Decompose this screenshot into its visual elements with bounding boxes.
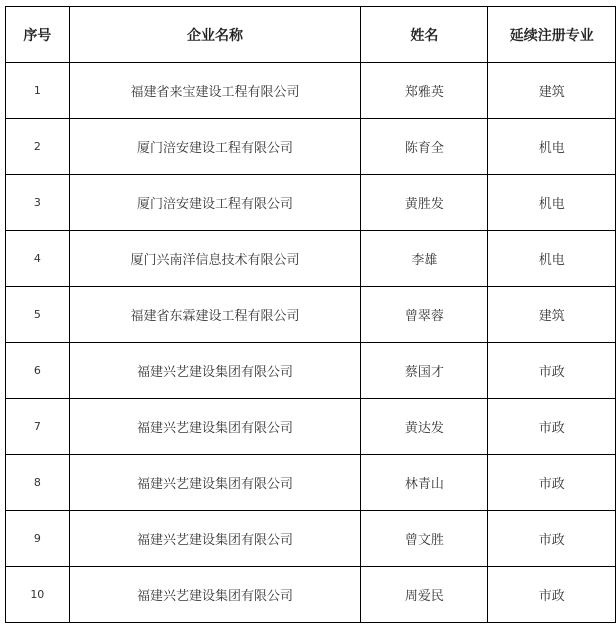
row-no: 8 [6, 455, 70, 511]
row-name: 曾文胜 [361, 511, 488, 567]
row-specialty: 机电 [488, 175, 616, 231]
row-no: 3 [6, 175, 70, 231]
row-company: 厦门兴南洋信息技术有限公司 [69, 231, 361, 287]
row-name: 黄胜发 [361, 175, 488, 231]
row-specialty: 建筑 [488, 63, 616, 119]
row-no: 9 [6, 511, 70, 567]
row-no: 6 [6, 343, 70, 399]
row-no: 10 [6, 567, 70, 623]
header-specialty: 延续注册专业 [488, 7, 616, 63]
row-specialty: 市政 [488, 511, 616, 567]
row-name: 林青山 [361, 455, 488, 511]
table-row [6, 567, 616, 623]
row-name: 黄达发 [361, 399, 488, 455]
row-no: 5 [6, 287, 70, 343]
table-row [6, 63, 616, 119]
row-name: 曾翠蓉 [361, 287, 488, 343]
table-row [6, 119, 616, 175]
row-specialty: 市政 [488, 455, 616, 511]
row-company: 福建省东霖建设工程有限公司 [69, 287, 361, 343]
table-row [6, 231, 616, 287]
row-name: 周爱民 [361, 567, 488, 623]
row-specialty: 建筑 [488, 287, 616, 343]
header-name: 姓名 [361, 7, 488, 63]
row-company: 福建兴艺建设集团有限公司 [69, 343, 361, 399]
row-specialty: 市政 [488, 399, 616, 455]
header-row [6, 7, 616, 63]
row-name: 陈育全 [361, 119, 488, 175]
row-no: 7 [6, 399, 70, 455]
header-no: 序号 [6, 7, 70, 63]
registration-table [5, 6, 616, 623]
row-company: 厦门涪安建设工程有限公司 [69, 175, 361, 231]
row-no: 1 [6, 63, 70, 119]
table-row [6, 175, 616, 231]
row-specialty: 机电 [488, 231, 616, 287]
row-company: 福建兴艺建设集团有限公司 [69, 511, 361, 567]
header-company: 企业名称 [69, 7, 361, 63]
row-company: 福建兴艺建设集团有限公司 [69, 455, 361, 511]
row-name: 蔡国才 [361, 343, 488, 399]
table-row [6, 511, 616, 567]
row-company: 厦门涪安建设工程有限公司 [69, 119, 361, 175]
row-name: 郑雅英 [361, 63, 488, 119]
row-no: 4 [6, 231, 70, 287]
table-row [6, 287, 616, 343]
row-company: 福建省来宝建设工程有限公司 [69, 63, 361, 119]
row-specialty: 市政 [488, 567, 616, 623]
row-specialty: 市政 [488, 343, 616, 399]
row-name: 李雄 [361, 231, 488, 287]
row-company: 福建兴艺建设集团有限公司 [69, 567, 361, 623]
table-row [6, 343, 616, 399]
table-row [6, 399, 616, 455]
row-no: 2 [6, 119, 70, 175]
row-specialty: 机电 [488, 119, 616, 175]
table-row [6, 455, 616, 511]
row-company: 福建兴艺建设集团有限公司 [69, 399, 361, 455]
